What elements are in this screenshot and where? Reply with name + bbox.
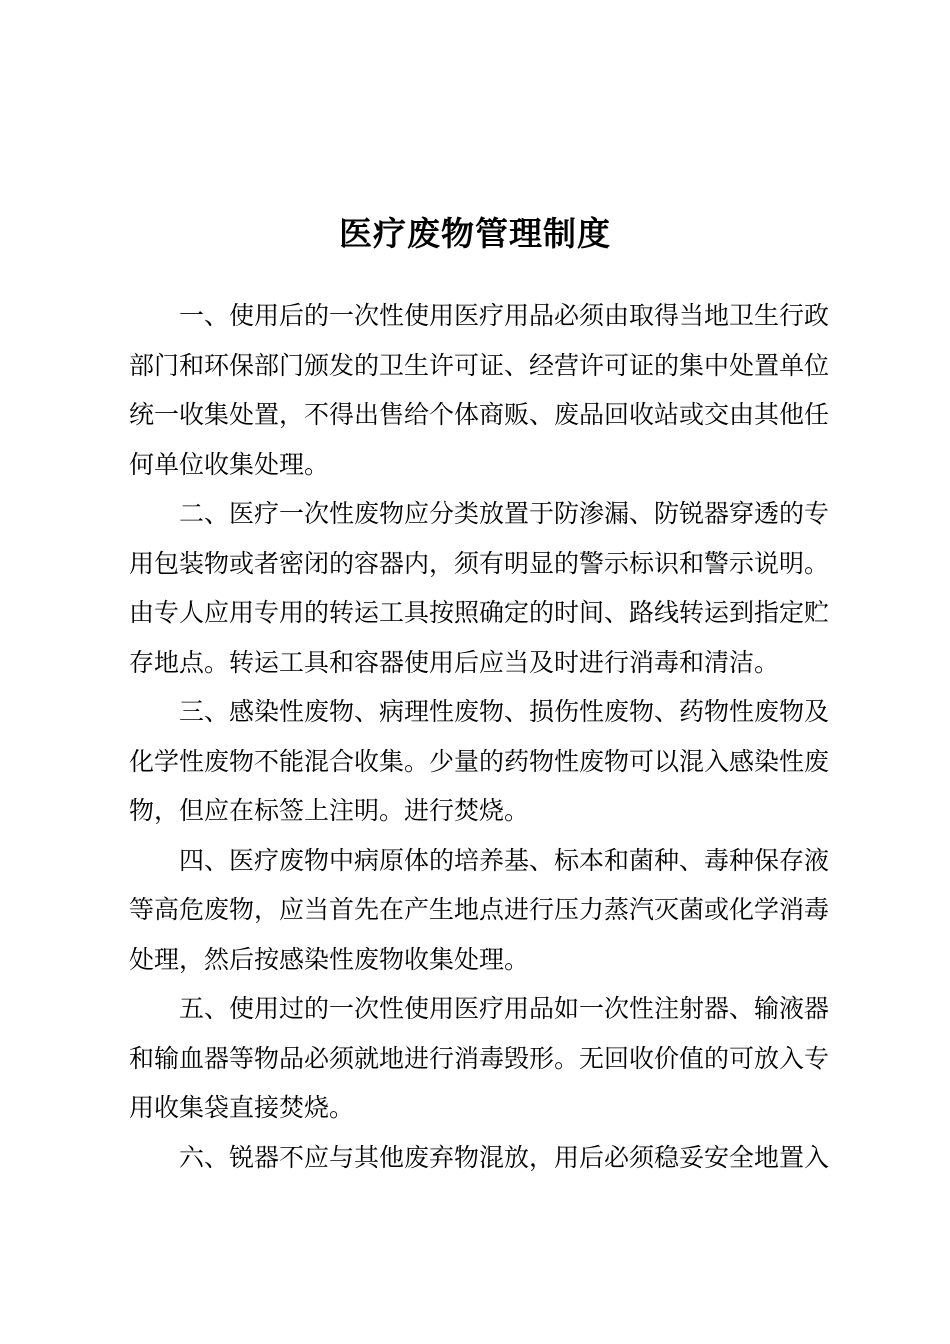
- paragraph-1: 一、使用后的一次性使用医疗用品必须由取得当地卫生行政部门和环保部门颁发的卫生许可证、经营许可证的集中处置单位统一收集处置，不得出售给个体商贩、废品回收站或交由其他任何单位收集处理。: [129, 301, 830, 479]
- paragraph-5: 五、使用过的一次性使用医疗用品如一次性注射器、输液器和输血器等物品必须就地进行消毒毁形。无回收价值的可放入专用收集袋直接焚烧。: [129, 994, 830, 1122]
- document-body: [129, 291, 829, 1182]
- paragraph-4: 四、医疗废物中病原体的培养基、标本和菌种、毒种保存液等高危废物，应当首先在产生地点进行压力蒸汽灭菌或化学消毒处理，然后按感染性废物收集处理。: [129, 845, 830, 974]
- paragraph-3: 三、感染性废物、病理性废物、损伤性废物、药物性废物及化学性废物不能混合收集。少量的药物性废物可以混入感染性废物，但应在标签上注明。进行焚烧。: [129, 697, 830, 825]
- document-title: 医疗废物管理制度: [339, 214, 611, 254]
- paragraph-6: 六、锐器不应与其他废弃物混放，用后必须稳妥安全地置入: [179, 1142, 830, 1172]
- paragraph-2: 二、医疗一次性废物应分类放置于防渗漏、防锐器穿透的专用包装物或者密闭的容器内，须有明显的警示标识和警示说明。由专人应用专用的转运工具按照确定的时间、路线转运到指定贮存地点。转运工具和容器使用后应当及时进行消毒和清洁。: [129, 499, 830, 677]
